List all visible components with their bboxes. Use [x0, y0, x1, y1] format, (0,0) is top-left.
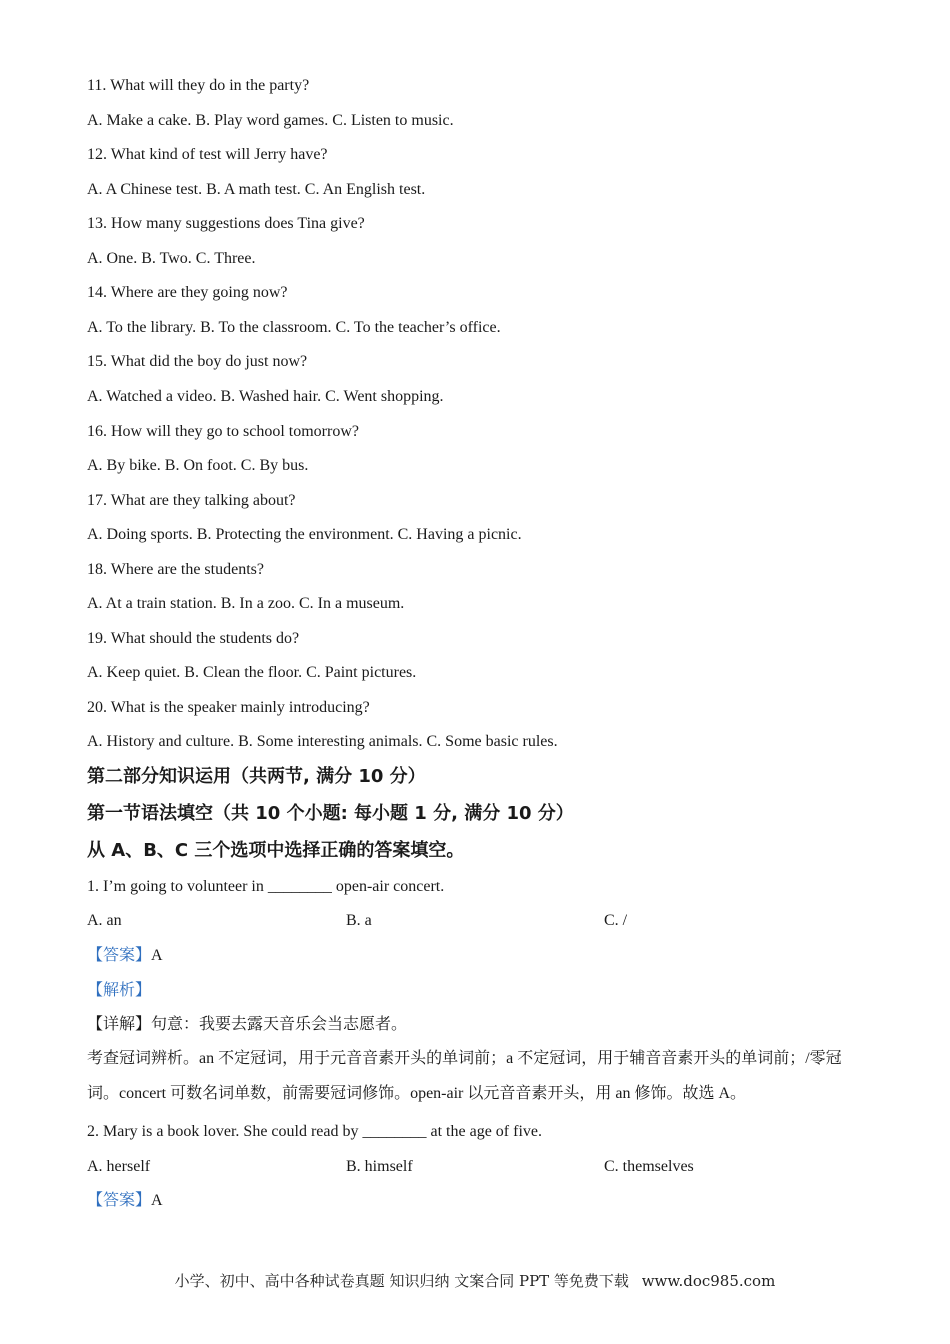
answer-line-2 — [87, 1191, 163, 1211]
grammar-question-1: 1. I’m going to volunteer in ________ open-air concert. — [87, 878, 445, 895]
grammar-1-option-c: C. / — [604, 912, 628, 929]
grammar-1-option-a: A. an — [87, 912, 122, 929]
page-footer — [0, 1270, 950, 1291]
question-20: 20. What is the speaker mainly introducing? — [87, 699, 370, 716]
explanation-paragraph-1: 考查冠词辨析。an 不定冠词，用于元音音素开头的单词前；a 不定冠词，用于辅音音素开头的单词前；/零冠词。concert 可数名词单数，前需要冠词修饰。open-air 以元音音素开头，用 an 修饰。故选 A。 — [87, 1050, 842, 1102]
question-11: 11. What will they do in the party? — [87, 77, 310, 94]
options-18: A. At a train station. B. In a zoo. C. In a museum. — [87, 595, 405, 612]
section1-heading: 第一节语法填空（共 10 个小题: 每小题 1 分, 满分 10 分） — [87, 803, 574, 824]
options-17: A. Doing sports. B. Protecting the environment. C. Having a picnic. — [87, 526, 522, 543]
grammar-2-option-b: B. himself — [346, 1158, 413, 1175]
grammar-question-2: 2. Mary is a book lover. She could read by ________ at the age of five. — [87, 1123, 542, 1140]
options-11: A. Make a cake. B. Play word games. C. Listen to music. — [87, 112, 454, 129]
question-16: 16. How will they go to school tomorrow? — [87, 423, 359, 440]
answer-line-1 — [87, 946, 163, 966]
part2-heading: 第二部分知识运用（共两节, 满分 10 分） — [87, 766, 426, 787]
answer-tag: 【答案】 — [87, 947, 152, 964]
detail-tag: 【详解】 — [87, 1016, 152, 1033]
detail-line-1 — [87, 1015, 407, 1035]
question-13: 13. How many suggestions does Tina give? — [87, 215, 365, 232]
answer-value: A — [151, 1192, 163, 1209]
grammar-2-option-c: C. themselves — [604, 1158, 694, 1175]
options-13: A. One. B. Two. C. Three. — [87, 250, 256, 267]
options-19: A. Keep quiet. B. Clean the floor. C. Paint pictures. — [87, 664, 417, 681]
question-14: 14. Where are they going now? — [87, 284, 288, 301]
grammar-1-option-b: B. a — [346, 912, 372, 929]
options-15: A. Watched a video. B. Washed hair. C. Went shopping. — [87, 388, 444, 405]
detail-text: 句意：我要去露天音乐会当志愿者。 — [151, 1016, 408, 1033]
question-18: 18. Where are the students? — [87, 561, 264, 578]
footer-site-link[interactable]: www.doc985.com — [641, 1272, 776, 1290]
analysis-line-1 — [87, 981, 151, 1001]
options-14: A. To the library. B. To the classroom. C. To the teacher’s office. — [87, 319, 501, 336]
grammar-2-option-a: A. herself — [87, 1158, 151, 1175]
footer-text: 小学、初中、高中各种试卷真题 知识归纳 文案合同 PPT 等免费下载 — [174, 1272, 629, 1290]
answer-value: A — [151, 947, 163, 964]
answer-tag: 【答案】 — [87, 1192, 152, 1209]
options-20: A. History and culture. B. Some interesting animals. C. Some basic rules. — [87, 733, 558, 750]
options-16: A. By bike. B. On foot. C. By bus. — [87, 457, 309, 474]
question-17: 17. What are they talking about? — [87, 492, 296, 509]
question-15: 15. What did the boy do just now? — [87, 353, 308, 370]
analysis-tag: 【解析】 — [87, 982, 152, 999]
instruction-heading: 从 A、B、C 三个选项中选择正确的答案填空。 — [87, 840, 465, 861]
question-19: 19. What should the students do? — [87, 630, 300, 647]
options-12: A. A Chinese test. B. A math test. C. An English test. — [87, 181, 426, 198]
question-12: 12. What kind of test will Jerry have? — [87, 146, 328, 163]
